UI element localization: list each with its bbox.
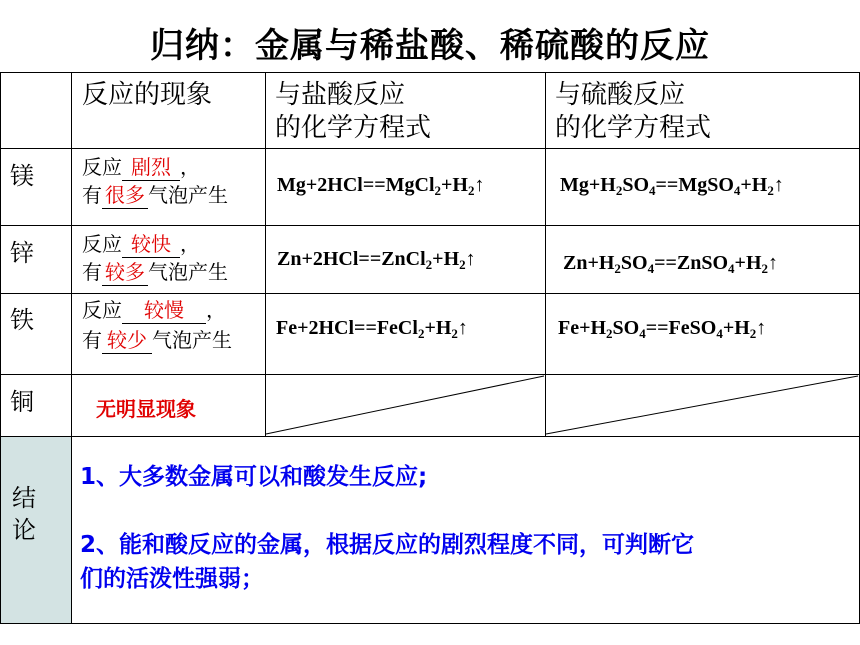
header-h2so4-line1: 与硫酸反应 — [555, 80, 686, 110]
phenomenon-prefix: 有 — [82, 328, 102, 352]
phenomenon-line2 — [82, 259, 228, 286]
gas-arrow: ↑ — [768, 252, 778, 274]
subscript: 2 — [467, 183, 475, 198]
equation-hcl — [277, 174, 484, 197]
equation-part: SO — [612, 317, 640, 339]
equation-part: SO — [620, 252, 648, 274]
header-phenomenon: 反应的现象 — [82, 80, 213, 110]
phenomenon-prefix: 有 — [82, 260, 102, 284]
subscript: 4 — [716, 326, 723, 341]
metal-name: 铜 — [10, 388, 34, 416]
subscript: 2 — [761, 261, 768, 276]
subscript: 2 — [459, 257, 466, 272]
subscript: 2 — [749, 326, 757, 341]
phenomenon-prefix: 反应 — [82, 232, 122, 256]
conclusion-label: 论 — [12, 516, 36, 544]
equation-part: Fe+H — [558, 317, 607, 339]
equation-part: +H — [722, 317, 750, 339]
subscript: 4 — [647, 261, 655, 276]
header-hcl-line1: 与盐酸反应 — [275, 80, 406, 110]
subscript: 4 — [728, 261, 735, 276]
subscript: 2 — [417, 326, 425, 341]
phenomenon-fill: 较少 — [102, 327, 152, 354]
phenomenon-fill: 很多 — [102, 182, 148, 209]
equation-part: ==ZnSO — [654, 252, 729, 274]
conclusion-point-2-line2: 们的活泼性强弱； — [80, 566, 264, 592]
subscript: 4 — [649, 183, 656, 198]
equation-part: ==MgSO — [655, 174, 734, 196]
equation-part: +H — [734, 252, 762, 274]
phenomenon-fill: 较慢 — [122, 297, 206, 324]
phenomenon-suffix: ， — [180, 232, 200, 256]
page-title: 归纳：金属与稀盐酸、稀硫酸的反应 — [150, 26, 710, 66]
phenomenon-suffix: 气泡产生 — [152, 328, 232, 352]
subscript: 2 — [614, 261, 621, 276]
phenomenon-fill: 较多 — [102, 259, 148, 286]
equation-part: +H — [424, 317, 452, 339]
phenomenon-suffix: ， — [206, 298, 226, 322]
phenomenon-suffix: 气泡产生 — [148, 183, 228, 207]
metal-name: 铁 — [10, 306, 34, 334]
equation-h2so4 — [563, 252, 778, 275]
phenomenon-prefix: 有 — [82, 183, 102, 207]
equation-part: +H — [441, 174, 468, 196]
phenomenon-suffix: 气泡产生 — [148, 260, 228, 284]
equation-part: Fe+2HCl==FeCl — [276, 317, 418, 339]
equation-h2so4 — [560, 174, 784, 197]
metal-name: 锌 — [10, 239, 34, 267]
equation-part: ==FeSO — [645, 317, 717, 339]
gas-arrow: ↑ — [457, 317, 468, 339]
equation-part: SO — [622, 174, 650, 196]
header-h2so4-line2: 的化学方程式 — [555, 113, 712, 143]
phenomenon-fill: 剧烈 — [122, 154, 180, 181]
phenomenon-no-reaction: 无明显现象 — [96, 397, 196, 421]
subscript: 2 — [767, 183, 774, 198]
equation-part: Zn+H — [563, 252, 615, 274]
conclusion-point-1: 1、大多数金属可以和酸发生反应; — [80, 464, 428, 490]
equation-hcl — [276, 317, 468, 340]
equation-part: Mg+H — [560, 174, 616, 196]
phenomenon-line2 — [82, 182, 228, 209]
equation-part: +H — [740, 174, 768, 196]
phenomenon-prefix: 反应 — [82, 298, 122, 322]
phenomenon-suffix: ， — [180, 155, 200, 179]
conclusion-label: 结 — [12, 484, 36, 512]
equation-part: +H — [432, 248, 460, 270]
gas-arrow: ↑ — [465, 248, 476, 270]
equation-part: Mg+2HCl==MgCl — [277, 174, 435, 196]
subscript: 2 — [434, 183, 441, 198]
diagonal-line-hcl — [266, 376, 544, 434]
diagonal-line-h2so4 — [546, 376, 858, 434]
subscript: 2 — [451, 326, 458, 341]
subscript: 2 — [615, 183, 623, 198]
phenomenon-line2 — [82, 327, 232, 354]
subscript: 2 — [606, 326, 613, 341]
phenomenon-line1 — [82, 297, 226, 324]
equation-hcl — [277, 248, 476, 271]
equation-part: Zn+2HCl==ZnCl — [277, 248, 426, 270]
gas-arrow: ↑ — [756, 317, 767, 339]
phenomenon-line1 — [82, 154, 200, 181]
metal-name: 镁 — [10, 162, 34, 190]
header-hcl-line2: 的化学方程式 — [275, 113, 432, 143]
subscript: 4 — [639, 326, 646, 341]
gas-arrow: ↑ — [474, 174, 485, 196]
phenomenon-line1 — [82, 231, 200, 258]
subscript: 2 — [425, 257, 433, 272]
phenomenon-fill: 较快 — [122, 231, 180, 258]
phenomenon-prefix: 反应 — [82, 155, 122, 179]
gas-arrow: ↑ — [773, 174, 784, 196]
conclusion-point-2-line1: 2、能和酸反应的金属，根据反应的剧烈程度不同，可判断它 — [80, 532, 695, 558]
equation-h2so4 — [558, 317, 766, 340]
subscript: 4 — [733, 183, 741, 198]
